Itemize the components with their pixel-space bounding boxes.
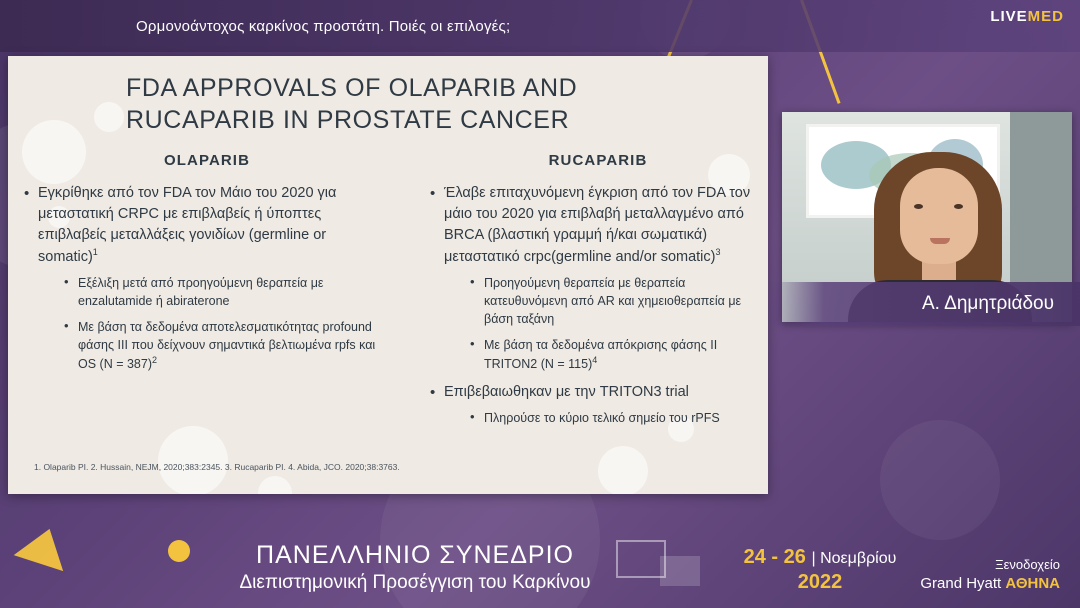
congress-dates-day	[730, 546, 910, 569]
speaker-mouth	[930, 238, 950, 244]
sub-bullet-text: Πληρούσε το κύριο τελικό σημείο του rPFS	[484, 410, 720, 425]
bullet-text: Εγκρίθηκε από τον FDA τον Μάιο του 2020 για μεταστατική CRPC με επιβλαβείς ή ύποπτες επιβλαβείς μεταλλάξεις γονιδίων (germline or somatic)	[38, 185, 337, 265]
sub-bullet-text: Εξέλιξη μετά από προηγούμενη θεραπεία με enzalutamide ή abiraterone	[78, 275, 324, 309]
sub-bullet-list-triton3	[444, 409, 768, 427]
column-heading-olaparib: OLAPARIB	[163, 152, 251, 169]
bullet-ref: 3	[715, 247, 721, 258]
bullet-ref: 1	[92, 247, 98, 258]
venue-label: Ξενοδοχείο	[995, 557, 1060, 572]
list-item	[428, 382, 768, 427]
sub-bullet-text: Προηγούμενη θεραπεία με θεραπεία κατευθυνόμενη από AR και χημειοθεραπεία με βάση ταξάνη	[484, 275, 742, 327]
top-bar	[0, 0, 1080, 52]
list-item	[470, 409, 768, 427]
livemed-logo-live: LIVE	[990, 8, 1028, 25]
slide-bubble	[598, 446, 648, 494]
session-title: Ορμονοάντοχος καρκίνος προστάτη. Ποιές οι επιλογές;	[136, 18, 511, 35]
list-item	[470, 336, 768, 373]
speaker-face	[900, 168, 978, 264]
speaker-name-bar	[768, 282, 1080, 326]
slide-column-olaparib	[22, 152, 382, 382]
sub-bullet-text: Με βάση τα δεδομένα αποτελεσματικότητας profound φάσης ΙΙΙ που δείχνουν σημαντικά βελτιωμένα rpfs και OS (N = 387)	[78, 320, 376, 372]
footer-branding	[0, 512, 1080, 608]
list-item	[64, 318, 382, 374]
slide-references: 1. Olaparib PI. 2. Hussain, NEJM, 2020;383:2345. 3. Rucaparib PI. 4. Abida, JCO. 2020;38:3763.	[34, 462, 400, 472]
slide-bubble	[94, 102, 124, 132]
slide-title-line1: FDA APPROVALS OF OLAPARIB AND	[126, 74, 578, 102]
congress-title-line1: ΠΑΝΕΛΛΗΝΙΟ ΣΥΝΕΔΡΙΟ	[256, 541, 574, 569]
slide-column-rucaparib	[428, 152, 768, 435]
congress-dates	[730, 546, 910, 594]
livemed-logo	[990, 8, 1064, 25]
bullet-text: Έλαβε επιταχυνόμενη έγκριση από τον FDA τον μάιο του 2020 για επιβλαβή μεταλλαγμένο από BRCA (βλαστική γραμμή ή/και σωματικά) μεταστατικό crpc(germline and/or somatic)	[444, 185, 751, 265]
slide-title	[126, 72, 726, 136]
speaker-eye-left	[914, 204, 923, 209]
livemed-logo-med: MED	[1027, 8, 1064, 25]
bullet-list-olaparib	[22, 183, 382, 374]
slide-title-line2: RUCAPARIB IN PROSTATE CANCER	[126, 106, 570, 134]
sub-bullet-ref: 2	[152, 355, 158, 366]
sub-bullet-list-rucaparib	[444, 274, 768, 374]
venue-name	[920, 575, 1060, 592]
slide-bubble	[258, 476, 292, 494]
congress-venue	[920, 557, 1060, 592]
sub-bullet-ref: 4	[592, 355, 598, 366]
slide-bubble	[158, 426, 228, 494]
venue-city: ΑΘΗΝΑ	[1005, 575, 1060, 592]
venue-hotel: Grand Hyatt	[920, 575, 1006, 592]
speaker-name: Α. Δημητριάδου	[921, 293, 1054, 314]
speaker-eye-right	[954, 204, 963, 209]
presentation-slide[interactable]	[8, 56, 768, 494]
list-item	[64, 274, 382, 310]
dates-month-value: | Νοεμβρίου	[811, 550, 897, 567]
dates-day-value: 24 - 26	[743, 546, 806, 568]
sub-bullet-text: Με βάση τα δεδομένα απόκρισης φάσης ΙΙ TRITON2 (N = 115)	[484, 338, 718, 372]
list-item	[470, 274, 768, 328]
bullet-list-rucaparib	[428, 183, 768, 427]
bullet-text: Επιβεβαιωθηκαν με την TRITON3 trial	[444, 383, 689, 400]
sub-bullet-list-olaparib	[38, 274, 382, 374]
list-item	[428, 183, 768, 374]
congress-title	[180, 541, 650, 594]
list-item	[22, 183, 382, 374]
congress-dates-year: 2022	[797, 571, 843, 593]
congress-title-line2: Διεπιστημονική Προσέγγιση του Καρκίνου	[239, 572, 591, 593]
column-heading-rucaparib: RUCAPARIB	[548, 152, 648, 169]
